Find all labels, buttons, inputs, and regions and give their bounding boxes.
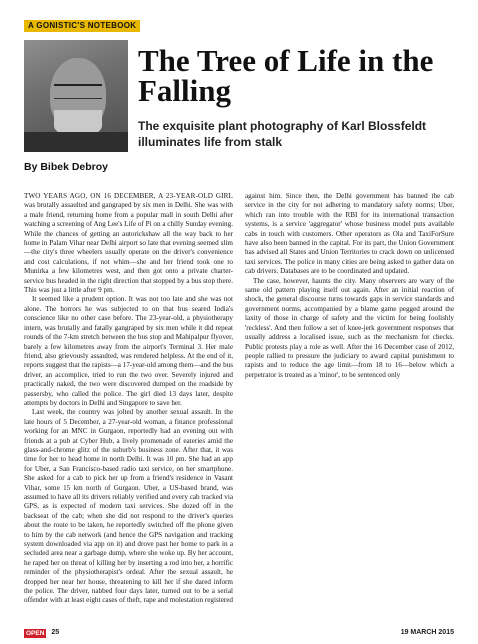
article-title: The Tree of Life in the Falling [138, 43, 434, 108]
issue-date: 19 MARCH 2015 [400, 629, 454, 636]
byline: By Bibek Debroy [24, 161, 109, 173]
article-subtitle: The exquisite plant photography of Karl Blossfeldt illuminates life from stalk [138, 119, 427, 149]
paragraph-text: Last week, the country was jolted by another sexual assault. In the late hours of 5 December, a 27-year-old woman, a finance professional working for an MNC in Gurgaon, reportedly had an evening out with friends at a pub at Cyber Hub, a lively promenade of eateries amid the glass-and-chrome glitz of the suburb's business zone. After that, it was time for her to head home in north Delhi. It was 10 pm. She had an app for Uber, a San Francisco-based radio taxi service, on her smartphone. She asked for a cab to pick her up from a friend's residence in Vasant Vihar, some 15 km north of Gurgaon. Uber, a US-based brand, was assumed to have all its drivers reliably verified and every cab tracked via GPS, as is expected of modern taxi services. She dozed off in the backseat of the cab; when she did not respond to the driver's queries about the route to be taken, he reportedly switched off the phone given to him by the cab network (and hence the GPS navigation and tracking system downloaded via app on it) and drove past her home to park in a secluded area near a garbage dump, where she woke up. By her account, he raped her on threat of killing her by inserting a rod into her, a horrific reminder of the physiotherapist's ordeal. After the sexual assault, he dropped her near her house, threatening to kill her if she dared inform the police. The driver, nabbed four days later, turned out to be a serial offender with at least eight cases of theft, rape and molestation registered against him. Since then, the Delhi government has banned the cab service in the city for not adhering to mandatory safety norms; Uber, which ran into trouble with the RBI for its international transaction systems, is a service 'aggregator' whose business model puts available cabs in touch with customers. Other operators as Ola and TaxiForSure have also been banned in the capital. For its part, the Union Government has advised all States and Union Territories to crack down on unlicensed taxi services. The police in many cities are being asked to gather data on cab drivers. Databases are to be coordinated and updated. [24, 192, 454, 605]
paragraph [245, 277, 454, 380]
author-glasses [54, 84, 102, 99]
paragraph-text: was brutally assaulted and gangraped by six men in Delhi. She was with a male friend, returning home from a popular mall in south Delhi after watching a screening of Ang Lee's Life of Pi on a chilly Sunday evening. While the chances of getting an autorickshaw all the way back to her home in Palam Vihar near Delhi airport so late that evening seemed slim—the city's three wheelers usually operate on the driver's convenience and cost calculations, if not whim—she and her friend took one to Munirka a few kilometres west, and then got onto a private charter-service bus headed in the right direction that stopped by a bus stop there. This was just a little after 9 pm. [24, 201, 233, 295]
page-footer [24, 628, 454, 638]
section-label: A GONISTIC'S NOTEBOOK [24, 20, 140, 32]
paragraph-text: It seemed like a prudent option. It was not too late and she was not alone. The horrors he was subjected to on that bus seared India's conscience like no other case before. The 23-year-old, a physiotherapy intern, was brutally and fatally gangraped by six men while it did repeat rounds of the 7-km stretch between the bus stop and Mahipalpur flyover, barely a few kilometres away from the airport's Terminal 3. Her male friend, also grievously assaulted, was rendered helpless. At the end of it, reports suggest that the rapists—a 17-year-old among them—and the bus driver, an accomplice, tried to run the two over. Severely injured and practically naked, the two were discovered dumped on the roadside by passersby, who called the police. The girl died 13 days later, despite attempts by doctors in Delhi and Singapore to save her. [24, 295, 233, 407]
paragraph [24, 192, 233, 295]
paragraph-text: The case, however, haunts the city. Many observers are wary of the same old pattern playing itself out again. After an initial reaction of shock, the general discourse turns towards gaps in service standards and government norms, accompanied by a blame game pegged around the laxity of those in charge of safety and the victim for being foolishly 'reckless'. And then follow a set of knee-jerk government responses that usually address a localised issue, such as the mechanism for checks. Public protests play a role as well. After the 16 December case of 2012, people rallied to pressure the judiciary to award capital punishment to rapists and to reduce the age limit—from 18 to 16—below which a perpetrator is treated as a 'minor', to be sentenced only [245, 276, 454, 379]
author-photo [24, 40, 128, 152]
article-body [24, 192, 454, 612]
page-number: 25 [51, 629, 60, 636]
paragraph [24, 295, 233, 408]
magazine-logo: OPEN [26, 629, 45, 637]
paragraph-lead: TWO YEARS AGO, ON 16 DECEMBER, A 23-YEAR-OLD GIRL [24, 192, 233, 200]
author-shirt [24, 132, 128, 152]
